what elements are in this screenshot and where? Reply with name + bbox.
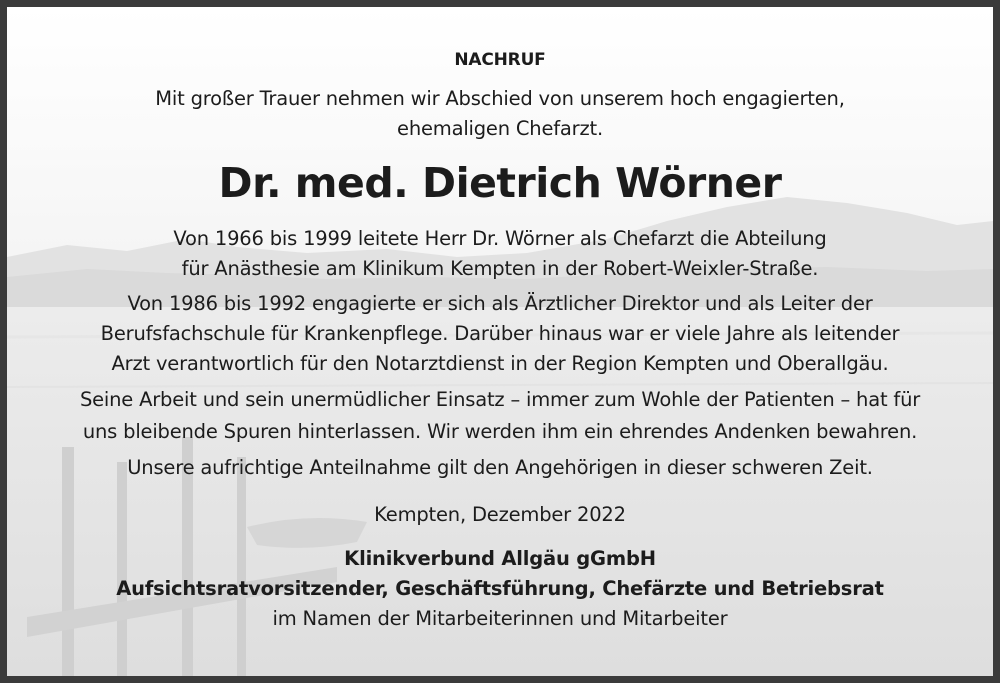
paragraph-2-line-2: Berufsfachschule für Krankenpflege. Darüber hinaus war er viele Jahre als leitender bbox=[100, 322, 900, 345]
notice-heading: NACHRUF bbox=[454, 50, 546, 70]
signature-on-behalf: im Namen der Mitarbeiterinnen und Mitarbeiter bbox=[272, 607, 728, 630]
signature-signers: Aufsichtsratvorsitzender, Geschäftsführung, Chefärzte und Betriebsrat bbox=[116, 577, 884, 600]
paragraph-1-line-2: für Anästhesie am Klinikum Kempten in der Robert-Weixler-Straße. bbox=[181, 257, 819, 280]
notice-text-block bbox=[7, 7, 993, 676]
paragraph-3-line-1: Seine Arbeit und sein unermüdlicher Einsatz – immer zum Wohle der Patienten – hat für bbox=[79, 388, 921, 411]
paragraph-4-line-1: Unsere aufrichtige Anteilnahme gilt den Angehörigen in dieser schweren Zeit. bbox=[127, 456, 873, 479]
paragraph-2-line-1: Von 1986 bis 1992 engagierte er sich als Ärztlicher Direktor und als Leiter der bbox=[127, 292, 873, 315]
paragraph-2-line-3: Arzt verantwortlich für den Notarztdienst in der Region Kempten und Oberallgäu. bbox=[111, 352, 889, 375]
intro-line-2: ehemaligen Chefarzt. bbox=[397, 117, 603, 140]
deceased-name: Dr. med. Dietrich Wörner bbox=[218, 159, 782, 207]
signature-organization: Klinikverbund Allgäu gGmbH bbox=[344, 547, 656, 570]
place-and-date: Kempten, Dezember 2022 bbox=[374, 503, 626, 526]
paragraph-1-line-1: Von 1966 bis 1999 leitete Herr Dr. Wörner als Chefarzt die Abteilung bbox=[173, 227, 827, 250]
intro-line-1: Mit großer Trauer nehmen wir Abschied von unserem hoch engagierten, bbox=[155, 87, 845, 110]
paragraph-3-line-2: uns bleibende Spuren hinterlassen. Wir werden ihm ein ehrendes Andenken bewahren. bbox=[82, 420, 918, 443]
